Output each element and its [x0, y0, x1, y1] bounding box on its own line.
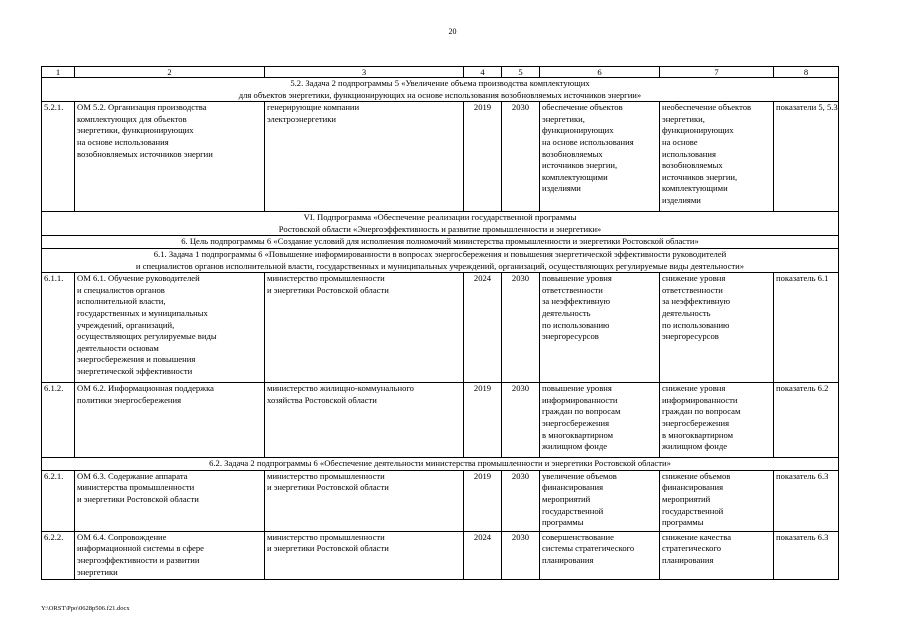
indicator: показатель 6.1	[774, 273, 839, 383]
table-row	[42, 531, 839, 579]
start-year: 2019	[464, 470, 502, 531]
indicator: показатели 5, 5.3	[774, 102, 839, 212]
end-year: 2030	[502, 531, 540, 579]
table-row	[42, 102, 839, 212]
consequence: снижение качества стратегического планирования	[660, 531, 774, 579]
row-number: 5.2.1.	[42, 102, 75, 212]
section-heading: VI. Подпрограмма «Обеспечение реализации государственной программы Ростовской области «Энергоэффективность и развитие промышленности и энергетики»	[42, 212, 839, 236]
table-row	[42, 383, 839, 458]
expected-result: обеспечение объектов энергетики, функционирующих на основе использования возобновляемых источников энергии, комплектующими изделиями	[540, 102, 660, 212]
expected-result: увеличение объемов финансирования мероприятий государственной программы	[540, 470, 660, 531]
row-number: 6.2.2.	[42, 531, 75, 579]
page-number: 20	[448, 27, 457, 36]
col-header-8: 8	[774, 67, 839, 78]
section-heading: 6. Цель подпрограммы 6 «Создание условий для исполнения полномочий министерства промышленности и энергетики Ростовской области»	[42, 236, 839, 249]
start-year: 2024	[464, 273, 502, 383]
expected-result: совершенствование системы стратегического планирования	[540, 531, 660, 579]
file-path-footer: Y:\ORST\Ppo\0628p506.f21.docx	[41, 605, 130, 612]
start-year: 2019	[464, 383, 502, 458]
col-header-4: 4	[464, 67, 502, 78]
indicator: показатель 6.2	[774, 383, 839, 458]
measures-table	[41, 66, 839, 580]
measure-name: ОМ 6.2. Информационная поддержка политики энергосбережения	[75, 383, 265, 458]
measure-name: ОМ 6.1. Обучение руководителей и специалистов органов исполнительной власти, государственных и муниципальных учреждений, организаций, осуществляющих регулируемые виды деятельности основам энергосбережения и повышения энергетической эффективности	[75, 273, 265, 383]
row-number: 6.1.1.	[42, 273, 75, 383]
section-row-subprogram-6	[42, 212, 839, 236]
row-number: 6.1.2.	[42, 383, 75, 458]
section-heading: 6.2. Задача 2 подпрограммы 6 «Обеспечение деятельности министерства промышленности и энергетики Ростовской области»	[42, 458, 839, 471]
end-year: 2030	[502, 102, 540, 212]
executor: министерство жилищно-коммунального хозяйства Ростовской области	[265, 383, 464, 458]
section-row-goal-6	[42, 236, 839, 249]
col-header-2: 2	[75, 67, 265, 78]
measure-name: ОМ 6.3. Содержание аппарата министерства промышленности и энергетики Ростовской области	[75, 470, 265, 531]
executor: министерство промышленности и энергетики Ростовской области	[265, 531, 464, 579]
expected-result: повышение уровня информированности граждан по вопросам энергосбережения в многоквартирном жилищном фонде	[540, 383, 660, 458]
table-row	[42, 273, 839, 383]
col-header-5: 5	[502, 67, 540, 78]
col-header-3: 3	[265, 67, 464, 78]
executor: министерство промышленности и энергетики Ростовской области	[265, 273, 464, 383]
consequence: снижение объемов финансирования мероприятий государственной программы	[660, 470, 774, 531]
end-year: 2030	[502, 383, 540, 458]
start-year: 2019	[464, 102, 502, 212]
section-row-task-5-2	[42, 78, 839, 102]
end-year: 2030	[502, 470, 540, 531]
table-row	[42, 470, 839, 531]
consequence: снижение уровня ответственности за неэффективную деятельность по использованию энергоресурсов	[660, 273, 774, 383]
section-heading: 5.2. Задача 2 подпрограммы 5 «Увеличение объема производства комплектующих для объектов энергетики, функционирующих на основе использования возобновляемых источников энергии»	[42, 78, 839, 102]
col-header-1: 1	[42, 67, 75, 78]
end-year: 2030	[502, 273, 540, 383]
measure-name: ОМ 6.4. Сопровождение информационной системы в сфере энергоэффективности и развитии энергетики	[75, 531, 265, 579]
section-heading: 6.1. Задача 1 подпрограммы 6 «Повышение информированности в вопросах энергосбережения и повышения энергетической эффективности руководителей и специалистов органов исполнительной власти, государственных и муниципальных учреждений, организаций, осуществляющих регулируемые виды деятельности»	[42, 248, 839, 272]
section-row-task-6-1	[42, 248, 839, 272]
indicator: показатель 6.3	[774, 470, 839, 531]
measure-name: ОМ 5.2. Организация производства комплектующих для объектов энергетики, функционирующих на основе использования возобновляемых источников энергии	[75, 102, 265, 212]
consequence: необеспечение объектов энергетики, функционирующих на основе использования возобновляемых источников энергии, комплектующими изделиями	[660, 102, 774, 212]
expected-result: повышение уровня ответственности за неэффективную деятельность по использованию энергоресурсов	[540, 273, 660, 383]
executor: генерирующие компании электроэнергетики	[265, 102, 464, 212]
row-number: 6.2.1.	[42, 470, 75, 531]
start-year: 2024	[464, 531, 502, 579]
col-header-7: 7	[660, 67, 774, 78]
section-row-task-6-2	[42, 458, 839, 471]
consequence: снижение уровня информированности граждан по вопросам энергосбережения в многоквартирном жилищном фонде	[660, 383, 774, 458]
indicator: показатель 6.3	[774, 531, 839, 579]
column-number-row	[42, 67, 839, 78]
col-header-6: 6	[540, 67, 660, 78]
executor: министерство промышленности и энергетики Ростовской области	[265, 470, 464, 531]
